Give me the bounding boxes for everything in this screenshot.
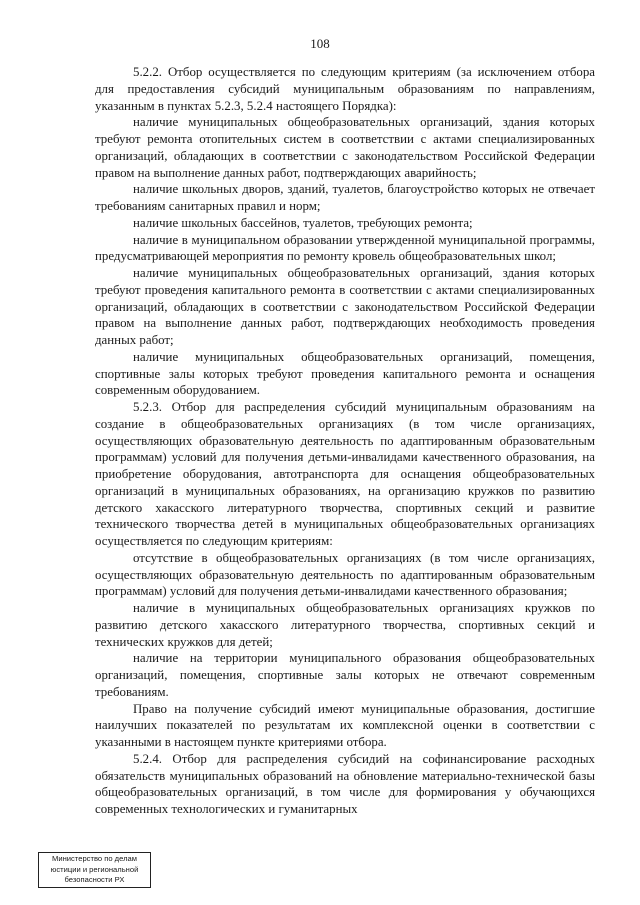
criterion-pools: наличие школьных бассейнов, туалетов, требующих ремонта; [133,215,473,230]
criterion-heating-systems: наличие муниципальных общеобразовательных организаций, здания которых требуют ремонта отопительных систем в соответствии с актами специализированных организаций, обладающих в соответствии с законодательством Российской Федерации правом на выполнение данных работ, подтверждающих аварийность; [95,115,595,180]
ministry-stamp [38,852,151,888]
page-number: 108 [310,36,330,51]
criterion-premises: наличие на территории муниципального образования общеобразовательных организаций, помещения, спортивные залы которых не отвечают современным требованиям. [95,651,595,699]
stamp-line-1: Министерство по делам [52,854,137,863]
paragraph-5-2-4: 5.2.4. Отбор для распределения субсидий на софинансирование расходных обязательств муниципальных образований на обновление материально-технической базы общеобразовательных организаций, в том числе для формирования у обучающихся современных технологических и гуманитарных [95,751,595,816]
stamp-line-2: юстиции и региональной [50,864,139,874]
document-body [95,64,595,818]
criterion-capital-repair: наличие муниципальных общеобразовательных организаций, здания которых требуют проведения капитального ремонта в соответствии с актами специализированных организаций, обладающих в соответствии с законодательством Российской Федерации правом на выполнение данных работ, подтверждающих необходимость проведения данных работ; [95,266,595,347]
criterion-clubs: наличие в муниципальных общеобразовательных организациях кружков по развитию детского хакасского литературного творчества, спортивных секций и технических кружков для детей; [95,601,595,649]
paragraph-5-2-2: 5.2.2. Отбор осуществляется по следующим критериям (за исключением отбора для предоставления субсидий муниципальным образованиям по направлениям, указанным в пунктах 5.2.3, 5.2.4 настоящего Порядка): [95,65,595,113]
stamp-line-3: безопасности РХ [64,875,125,884]
criterion-sports-halls: наличие муниципальных общеобразовательных организаций, помещения, спортивные залы которых требуют проведения капитального ремонта и оснащения современным оборудованием. [95,349,595,398]
criterion-disabled-children: отсутствие в общеобразовательных организациях (в том числе организациях, осуществляющих образовательную деятельность по адаптированным образовательным программам) условий для получения детьми-инвалидами качественного образования; [95,550,595,599]
criterion-roof-program: наличие в муниципальном образовании утвержденной муниципальной программы, предусматривающей мероприятия по ремонту кровель общеобразовательных школ; [95,232,595,264]
eligibility-paragraph: Право на получение субсидий имеют муниципальные образования, достигшие наилучших показателей по результатам их комплексной оценки в соответствии с указанными в настоящем пункте критериями отбора. [95,701,595,749]
paragraph-5-2-3: 5.2.3. Отбор для распределения субсидий муниципальным образованиям на создание в общеобразовательных организациях (в том числе организациях, осуществляющих образовательную деятельность по адаптированным образовательным программам) условий для получения детьми-инвалидами качественного образования, на приобретение оборудования, автотранспорта для оснащения общеобразовательных организаций в муниципальных образованиях, на организацию кружков по развитию детского хакасского литературного творчества, спортивных секций и развитие технического творчества детей в муниципальных общеобразовательных организациях осуществляется по следующим критериям: [95,400,595,548]
criterion-school-yards: наличие школьных дворов, зданий, туалетов, благоустройство которых не отвечает требованиям санитарных правил и норм; [95,182,595,213]
